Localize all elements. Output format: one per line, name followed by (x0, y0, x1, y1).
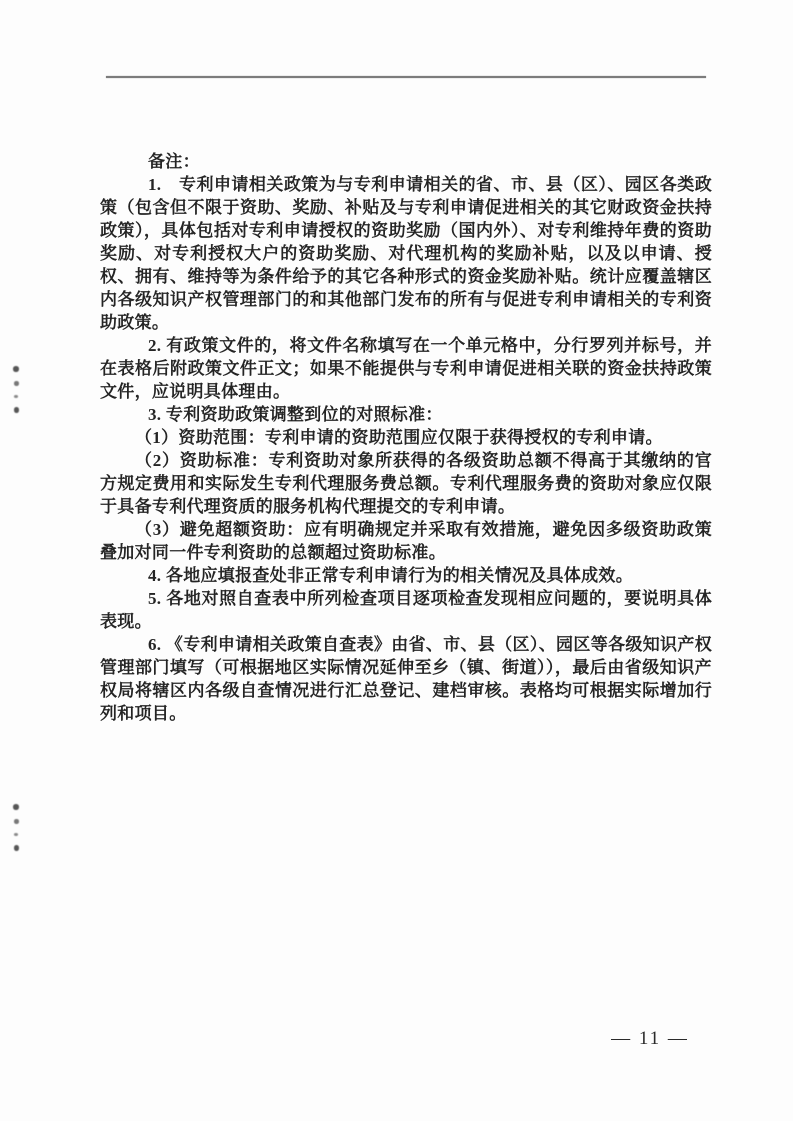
paragraph-2: 2. 有政策文件的，将文件名称填写在一个单元格中，分行罗列并标号，并在表格后附政策文件正文；如果不能提供与专利申请促进相关联的资金扶持政策文件，应说明具体理由。 (100, 336, 712, 401)
margin-artifact-group-bottom (13, 804, 19, 851)
paragraph-1: 1. 专利申请相关政策为与专利申请相关的省、市、县（区）、园区各类政策（包含但不限于资助、奖励、补贴及与专利申请促进相关的其它财政资金扶持政策），具体包括对专利申请授权的资助奖励（国内外）、对专利维持年费的资助奖励、对专利授权大户的资助奖励、对代理机构的奖励补贴，以及以申请、授权、拥有、维持等为条件给予的其它各种形式的资金奖励补贴。统计应覆盖辖区内各级知识产权管理部门的和其他部门发布的所有与促进专利申请相关的专利资助政策。 (100, 175, 712, 332)
margin-artifact-dot (14, 395, 18, 398)
paragraph-3-item-1: （1）资助范围：专利申请的资助范围应仅限于获得授权的专利申请。 (135, 428, 663, 447)
paragraph-3-item-2: （2）资助标准：专利资助对象所获得的各级资助总额不得高于其缴纳的官方规定费用和实际发生专利代理服务费总额。专利代理服务费的资助对象应仅限于具备专利代理资质的服务机构代理提交的专利申请。 (100, 451, 712, 516)
margin-artifact-dot (14, 381, 19, 386)
margin-artifact-dot (14, 407, 19, 413)
note-heading: 备注： (148, 152, 200, 171)
margin-artifact-dot (13, 804, 19, 810)
paragraph-3-item-3: （3）避免超额资助：应有明确规定并采取有效措施，避免因多级资助政策叠加对同一件专利资助的总额超过资助标准。 (100, 520, 712, 562)
margin-artifact-dot (14, 845, 19, 851)
note-section (100, 150, 712, 725)
paragraph-3: 3. 专利资助政策调整到位的对照标准： (148, 405, 443, 424)
margin-artifact-dot (14, 819, 19, 824)
page-number: — 11 — (611, 1028, 689, 1049)
margin-artifact-group-top (13, 366, 19, 413)
margin-artifact-dot (14, 833, 18, 836)
paragraph-5: 5. 各地对照自查表中所列检查项目逐项检查发现相应问题的，要说明具体表现。 (100, 589, 712, 631)
paragraph-4: 4. 各地应填报查处非正常专利申请行为的相关情况及具体成效。 (148, 566, 633, 585)
margin-artifact-dot (13, 366, 19, 372)
header-rule (106, 76, 706, 78)
paragraph-6: 6. 《专利申请相关政策自查表》由省、市、县（区）、园区等各级知识产权管理部门填写（可根据地区实际情况延伸至乡（镇、街道）），最后由省级知识产权局将辖区内各级自查情况进行汇总登记、建档审核。表格均可根据实际增加行列和项目。 (100, 635, 712, 723)
